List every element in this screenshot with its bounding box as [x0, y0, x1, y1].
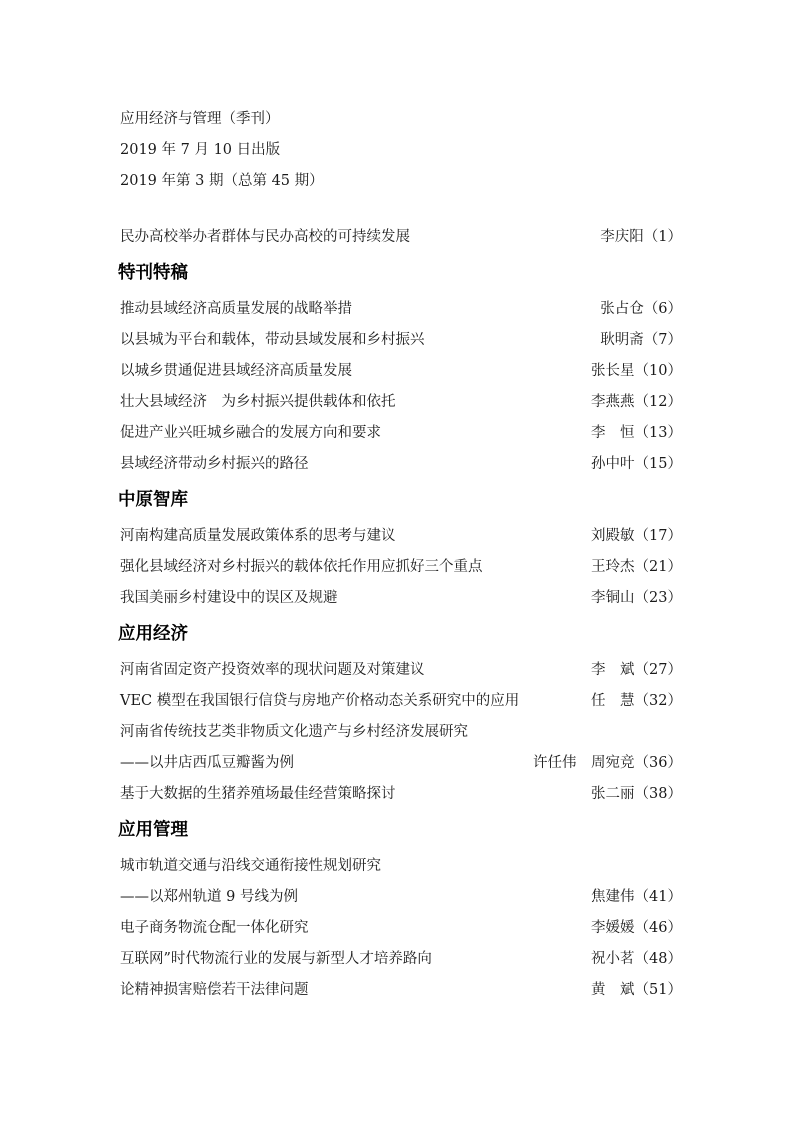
toc-entry[interactable]: [120, 975, 682, 1006]
article-author-page: 李 斌（27）: [591, 662, 682, 678]
article-author-page: 李铜山（23）: [591, 590, 682, 606]
toc-entry[interactable]: [120, 686, 682, 717]
article-author-page: 黄 斌（51）: [591, 982, 682, 998]
toc-entry[interactable]: [120, 552, 682, 583]
toc-entry[interactable]: [120, 418, 682, 449]
toc-entry[interactable]: [120, 748, 682, 779]
article-author-page: 张长星（10）: [591, 363, 682, 379]
article-title: 互联网”时代物流行业的发展与新型人才培养路向: [120, 951, 432, 967]
article-title: 城市轨道交通与沿线交通衔接性规划研究: [120, 858, 381, 874]
toc-entry[interactable]: [120, 583, 682, 614]
article-title: 以县城为平台和载体，带动县域发展和乡村振兴: [120, 332, 425, 348]
toc-entry[interactable]: [120, 717, 682, 748]
toc-entry[interactable]: [120, 222, 682, 253]
toc-entry[interactable]: [120, 294, 682, 325]
publication-date: 2019 年 7 月 10 日出版: [120, 142, 281, 158]
table-of-contents: [120, 222, 682, 1006]
toc-entry[interactable]: [120, 913, 682, 944]
article-author-page: 张二丽（38）: [591, 786, 682, 802]
article-title: 以城乡贯通促进县域经济高质量发展: [120, 363, 352, 379]
toc-entry[interactable]: [120, 521, 682, 552]
article-title: 河南省固定资产投资效率的现状问题及对策建议: [120, 662, 425, 678]
article-title: 河南构建高质量发展政策体系的思考与建议: [120, 528, 396, 544]
article-subtitle: ——以井店西瓜豆瓣酱为例: [120, 755, 294, 771]
section-heading: 应用管理: [118, 820, 188, 840]
toc-entry[interactable]: [120, 387, 682, 418]
article-title: 电子商务物流仓配一体化研究: [120, 920, 309, 936]
article-author-page: 李媛媛（46）: [591, 920, 682, 936]
toc-entry[interactable]: [120, 655, 682, 686]
article-title: 促进产业兴旺城乡融合的发展方向和要求: [120, 425, 381, 441]
article-author-page: 孙中叶（15）: [591, 456, 682, 472]
article-author-page: 刘殿敏（17）: [591, 528, 682, 544]
article-subtitle: ——以郑州轨道 9 号线为例: [120, 889, 298, 905]
article-title: 论精神损害赔偿若干法律问题: [120, 982, 309, 998]
article-author-page: 焦建伟（41）: [591, 889, 682, 905]
article-title: 河南省传统技艺类非物质文化遗产与乡村经济发展研究: [120, 724, 468, 740]
article-title: 基于大数据的生猪养殖场最佳经营策略探讨: [120, 786, 396, 802]
article-title: 推动县域经济高质量发展的战略举措: [120, 301, 352, 317]
article-title: 县域经济带动乡村振兴的路径: [120, 456, 309, 472]
section-heading: 中原智库: [118, 490, 188, 510]
article-author-page: 李 恒（13）: [591, 425, 682, 441]
issue-number: 2019 年第 3 期（总第 45 期）: [120, 173, 324, 189]
article-title: 壮大县域经济 为乡村振兴提供载体和依托: [120, 394, 396, 410]
toc-entry[interactable]: [120, 356, 682, 387]
article-title: VEC 模型在我国银行信贷与房地产价格动态关系研究中的应用: [120, 693, 520, 709]
toc-entry[interactable]: [120, 325, 682, 356]
masthead: [120, 104, 680, 197]
section-heading: 特刊特稿: [118, 263, 188, 283]
article-author-page: 李庆阳（1）: [600, 229, 682, 245]
article-author-page: 祝小茗（48）: [591, 951, 682, 967]
article-author-page: 任 慧（32）: [591, 693, 682, 709]
journal-title: 应用经济与管理（季刊）: [120, 111, 280, 127]
toc-entry[interactable]: [120, 449, 682, 480]
toc-entry[interactable]: [120, 944, 682, 975]
article-title: 我国美丽乡村建设中的误区及规避: [120, 590, 338, 606]
article-author-page: 王玲杰（21）: [591, 559, 682, 575]
toc-entry[interactable]: [120, 779, 682, 810]
toc-entry[interactable]: [120, 851, 682, 882]
article-title: 强化县域经济对乡村振兴的载体依托作用应抓好三个重点: [120, 559, 483, 575]
article-title: 民办高校举办者群体与民办高校的可持续发展: [120, 229, 410, 245]
article-author-page: 许任伟 周宛竞（36）: [533, 755, 682, 771]
article-author-page: 耿明斋（7）: [600, 332, 682, 348]
toc-entry[interactable]: [120, 882, 682, 913]
article-author-page: 李燕燕（12）: [591, 394, 682, 410]
article-author-page: 张占仓（6）: [600, 301, 682, 317]
section-heading: 应用经济: [118, 624, 188, 644]
